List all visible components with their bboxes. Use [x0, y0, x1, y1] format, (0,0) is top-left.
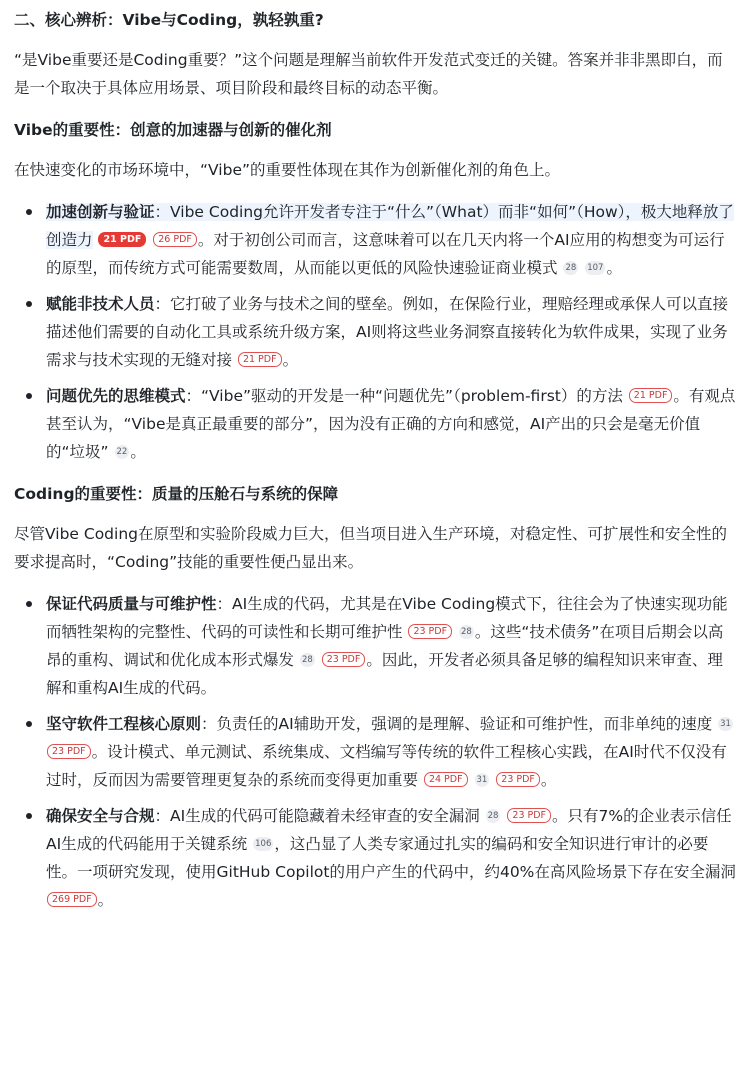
list-item — [46, 198, 737, 282]
pdf-citation-badge[interactable]: 23 PDF — [47, 744, 91, 759]
intro-paragraph: “是Vibe重要还是Coding重要？”这个问题是理解当前软件开发范式变迁的关键。答案并非非黑即白，而是一个取决于具体应用场景、项目阶段和最终目标的动态平衡。 — [14, 51, 723, 97]
item-text: 。设计模式、单元测试、系统集成、文档编写等传统的软件工程核心实践，在AI时代不仅没有过时，反而因为需要管理更复杂的系统而变得更加重要 — [46, 743, 727, 789]
vibe-heading: Vibe的重要性：创意的加速器与创新的催化剂 — [14, 121, 332, 139]
coding-list — [14, 590, 737, 914]
citation-badge[interactable]: 107 — [587, 262, 604, 273]
term-label: 保证代码质量与可维护性 — [46, 595, 217, 613]
pdf-citation-badge[interactable]: 23 PDF — [496, 772, 540, 787]
term-label: 确保安全与合规 — [46, 807, 155, 825]
citation-badge[interactable]: 28 — [301, 654, 313, 665]
coding-lead: 尽管Vibe Coding在原型和实验阶段威力巨大，但当项目进入生产环境，对稳定性、可扩展性和安全性的要求提高时，“Coding”技能的重要性便凸显出来。 — [14, 525, 727, 571]
pdf-citation-badge[interactable]: 26 PDF — [153, 232, 197, 247]
pdf-citation-badge[interactable]: 21 PDF — [629, 388, 673, 403]
term-label: 问题优先的思维模式 — [46, 387, 186, 405]
section-title: 二、核心辨析：Vibe与Coding，孰轻孰重? — [14, 11, 324, 29]
item-text: 。对于初创公司而言，这意味着可以在几天内将一个AI应用的构想变为可运行的原型，而传统方式可能需要数周，从而能以更低的风险快速验证商业模式 — [46, 231, 725, 277]
item-text: ：负责任的AI辅助开发，强调的是理解、验证和可维护性，而非单纯的速度 — [201, 715, 713, 733]
citation-badge[interactable]: 31 — [476, 774, 488, 785]
item-text: ：AI生成的代码可能隐藏着未经审查的安全漏洞 — [154, 807, 480, 825]
item-text: 。只有7%的企业表示信任AI生成的代码能用于关键系统 — [46, 807, 732, 853]
item-text: ：它打破了业务与技术之间的壁垒。例如，在保险行业，理赔经理或承保人可以直接描述他们需要的自动化工具或系统升级方案，AI则将这些业务洞察直接转化为软件成果，实现了业务需求与技术实现的无缝对接 — [46, 295, 729, 369]
item-text: 。 — [130, 443, 146, 461]
item-text: 。有观点甚至认为，“Vibe是真正最重要的部分”，因为没有正确的方向和感觉，AI产出的只会是毫无价值的“垃圾” — [46, 387, 736, 461]
coding-heading: Coding的重要性：质量的压舱石与系统的保障 — [14, 485, 339, 503]
term-label: 坚守软件工程核心原则 — [46, 715, 202, 733]
citation-badge[interactable]: 106 — [255, 838, 272, 849]
list-item — [46, 710, 737, 794]
list-item — [46, 802, 737, 914]
pdf-citation-badge[interactable]: 24 PDF — [424, 772, 468, 787]
item-text: 。 — [606, 259, 622, 277]
citation-badge[interactable]: 31 — [720, 718, 731, 729]
term-label: 加速创新与验证 — [46, 203, 155, 221]
item-text: ：“Vibe”驱动的开发是一种“问题优先”（problem-first）的方法 — [185, 387, 623, 405]
list-item — [46, 290, 737, 374]
list-item — [46, 382, 737, 466]
term-label: 赋能非技术人员 — [46, 295, 155, 313]
citation-badge[interactable]: 28 — [461, 626, 472, 637]
pdf-citation-badge[interactable]: 23 PDF — [507, 808, 551, 823]
item-text: ，这凸显了人类专家通过扎实的编码和安全知识进行审计的必要性。一项研究发现，使用GitHub Copilot的用户产生的代码中，约40%在高风险场景下存在安全漏洞 — [46, 835, 736, 881]
item-text: ：AI生成的代码，尤其是在Vibe Coding模式下，往往会为了快速实现功能而牺牲架构的完整性、代码的可读性和长期可维护性 — [46, 595, 728, 641]
citation-badge[interactable]: 28 — [487, 810, 499, 821]
item-text: 。 — [540, 771, 557, 789]
citation-badge[interactable]: 22 — [116, 446, 128, 457]
item-text: 。因此，开发者必须具备足够的编程知识来审查、理解和重构AI生成的代码。 — [46, 651, 723, 697]
vibe-list — [14, 198, 737, 466]
pdf-citation-badge[interactable]: 21 PDF — [98, 232, 146, 247]
pdf-citation-badge[interactable]: 269 PDF — [47, 892, 97, 907]
list-item — [46, 590, 737, 702]
item-text: 。 — [97, 891, 114, 909]
pdf-citation-badge[interactable]: 23 PDF — [408, 624, 452, 639]
vibe-lead: 在快速变化的市场环境中，“Vibe”的重要性体现在其作为创新催化剂的角色上。 — [14, 161, 561, 179]
citation-badge[interactable]: 28 — [565, 262, 577, 273]
item-text: 。 — [282, 351, 299, 369]
pdf-citation-badge[interactable]: 23 PDF — [322, 652, 366, 667]
pdf-citation-badge[interactable]: 21 PDF — [238, 352, 282, 367]
item-text: 。这些“技术债务”在项目后期会以高昂的重构、调试和优化成本形式爆发 — [46, 623, 724, 669]
item-text: ：Vibe Coding允许开发者专注于“什么”（What）而非“如何”（How），极大地释放了创造力 — [46, 203, 734, 249]
